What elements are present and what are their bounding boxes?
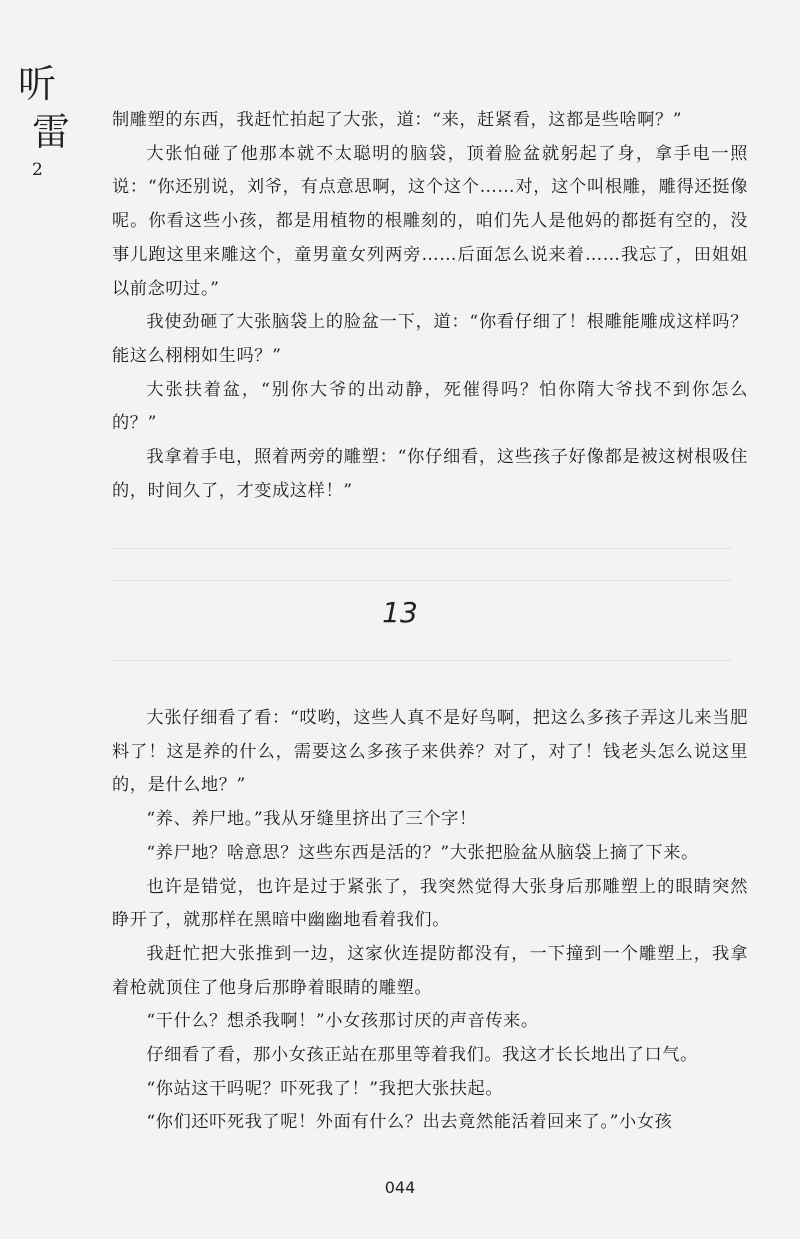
book-title-vertical xyxy=(18,62,76,154)
bleed-through-line xyxy=(112,660,732,661)
paragraph: 大张怕碰了他那本就不太聪明的脑袋，顶着脸盆就躬起了身，拿手电一照说：“你还别说，刘爷，有点意思啊，这个这个……对，这个叫根雕，雕得还挺像呢。你看这些小孩，都是用植物的根雕刻的，咱们先人是他妈的都挺有空的，没事儿跑这里来雕这个，童男童女列两旁……后面怎么说来着……我忘了，田姐姐以前念叨过。” xyxy=(112,143,748,299)
paragraph: “干什么？想杀我啊！”小女孩那讨厌的声音传来。 xyxy=(146,1011,539,1032)
bleed-through-line xyxy=(112,580,732,581)
paragraph: “你们还吓死我了呢！外面有什么？出去竟然能活着回来了。”小女孩 xyxy=(146,1112,673,1133)
paragraph-continuation: 制雕塑的东西，我赶忙拍起了大张，道：“来，赶紧看，这都是些啥啊？” xyxy=(112,110,683,130)
paragraph: “你站这干吗呢？吓死我了！”我把大张扶起。 xyxy=(146,1078,504,1099)
text-block-after-chapter xyxy=(112,702,748,1140)
paragraph: 大张扶着盆，“别你大爷的出动静，死催得吗？怕你隋大爷找不到你怎么的？” xyxy=(112,379,748,434)
side-page-number: 2 xyxy=(32,160,43,180)
paragraph: 我赶忙把大张推到一边，这家伙连提防都没有，一下撞到一个雕塑上，我拿着枪就顶住了他身后那睁着眼睛的雕塑。 xyxy=(112,943,748,998)
paragraph: 也许是错觉，也许是过于紧张了，我突然觉得大张身后那雕塑上的眼睛突然睁开了，就那样在黑暗中幽幽地看着我们。 xyxy=(112,876,748,931)
book-title-char-1: 听 xyxy=(18,62,57,106)
paragraph: 仔细看了看，那小女孩正站在那里等着我们。我这才长长地出了口气。 xyxy=(146,1045,698,1066)
paragraph: “养、养尸地。”我从牙缝里挤出了三个字！ xyxy=(146,809,477,830)
bleed-through-line xyxy=(112,548,732,549)
paragraph: 我使劲砸了大张脑袋上的脸盆一下，道：“你看仔细了！根雕能雕成这样吗？能这么栩栩如生吗？” xyxy=(112,312,748,366)
paragraph: 大张仔细看了看：“哎哟，这些人真不是好鸟啊，把这么多孩子弄这儿来当肥料了！这是养的什么，需要这么多孩子来供养？对了，对了！钱老头怎么说这里的，是什么地？” xyxy=(112,708,748,796)
text-block-before-chapter xyxy=(112,104,748,508)
chapter-number: 13 xyxy=(382,596,418,629)
paragraph: “养尸地？啥意思？这些东西是活的？”大张把脸盆从脑袋上摘了下来。 xyxy=(146,842,699,863)
book-title-char-2: 雷 xyxy=(32,110,71,154)
paragraph: 我拿着手电，照着两旁的雕塑：“你仔细看，这些孩子好像都是被这树根吸住的，时间久了，才变成这样！” xyxy=(112,447,748,501)
page-number: 044 xyxy=(384,1178,416,1197)
